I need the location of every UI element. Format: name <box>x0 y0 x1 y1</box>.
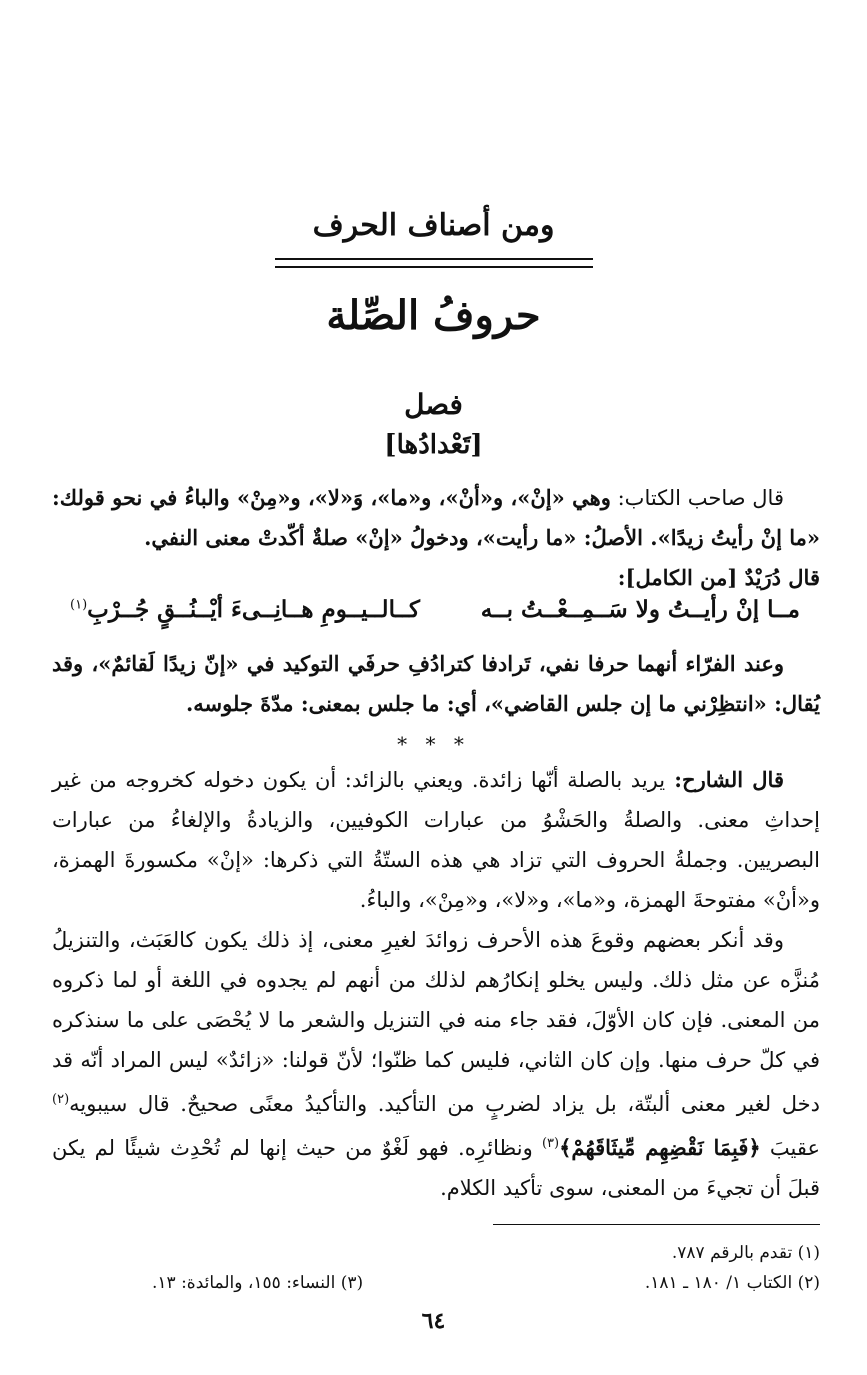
footnote-1: (١) تقدم بالرقم ٧٨٧. <box>671 1243 820 1263</box>
fasl-subheading: [تَعْدادُها] <box>384 430 483 460</box>
verse-hemistich-second <box>70 596 420 623</box>
page-number: ٦٤ <box>421 1308 446 1334</box>
footnote-row <box>52 1238 820 1268</box>
chapter-title: حروفُ الصِّلة <box>326 292 541 339</box>
sharh-text-1: يريد بالصلة أنّها زائدة. ويعني بالزائد: أن يكون دخوله كخروجه من غير إحداثِ معنى. والصلةُ والحَشْوُ من عبارات الكوفيين، والزيادةُ والإلغاءُ من عبارات البصريين. وجملةُ الحروف التي تزاد هي هذه الستّةُ التي ذكرها: «إنْ» مكسورةَ الهمزة، و«أنْ» مفتوحةَ الهمزة، و«ما»، و«لا»، و«مِنْ»، والباءُ. <box>52 768 820 912</box>
sharh-paragraph-1 <box>52 760 820 920</box>
matn-lead: قال صاحب الكتاب: <box>610 486 784 510</box>
matn-block <box>52 478 820 598</box>
poetry-verse <box>70 590 800 634</box>
fasl-heading: فصل <box>404 388 463 421</box>
footnote-separator-rule <box>493 1224 820 1225</box>
sharh-text-2c: ونظائرِه. فهو لَغْوٌ من حيث إنها لم تُحْدِث شيئًا لم يكن قبلَ أن تجيءَ من المعنى، سوى تأكيد الكلام. <box>52 1136 820 1200</box>
quran-quote: ﴿فَبِمَا نَقْضِهِم مِّيثَاقَهُمْ﴾ <box>559 1135 761 1160</box>
footnote-marker-1: (١) <box>70 597 88 613</box>
matn-text: وهي «إنْ»، و«أنْ»، و«ما»، وَ«لا»، و«مِنْ» والباءُ في نحو قولك: «ما إنْ رأيتُ زيدًا». الأصلُ: «ما رأيت»، ودخولُ «إنْ» صلةٌ أكّدتْ معنى النفي. <box>52 485 820 550</box>
footnote-2: (٢) الكتاب ١/ ١٨٠ ـ ١٨١. <box>644 1273 820 1293</box>
footnote-3: (٣) النساء: ١٥٥، والمائدة: ١٣. <box>152 1273 364 1293</box>
matn-after-verse-block <box>52 644 820 724</box>
verse-hemistich-first: مــا إنْ رأيــتُ ولا سَــمِــعْــتُ بــه <box>480 596 800 623</box>
footnotes <box>52 1238 820 1298</box>
sharh-text-2a: وقد أنكر بعضهم وقوعَ هذه الأحرف زوائدَ لغيرِ معنى، إذ ذلك يكون كالعَبَث، والتنزيلُ مُنزَّه عن مثل ذلك. وليس يخلو إنكارُهم لذلك من أنهم لم يجدوه في اللغة أو لما ذكروه من المعنى. فإن كان الأوّلَ، فقد جاء منه في التنزيل والشعر ما لا يُحْصَى على ما سنذكره في كلّ حرف منها. وإن كان الثاني، فليس كما ظنّوا؛ لأنّ قولنا: «زائدٌ» ليس المراد أنّه قد دخل لغير معنى ألبتّة، بل يزاد لضربٍ من التأكيد. والتأكيدُ معنًى صحيحٌ. قال سيبويه <box>52 928 820 1116</box>
verse-hemistich-second-text: كــالــيــومِ هــانِــىءَ أيْــنُــقٍ جُــرْبِ <box>87 596 421 623</box>
sharh-block <box>52 760 820 1208</box>
section-title: ومن أصناف الحرف <box>312 208 555 243</box>
sharh-lead: قال الشارح: <box>665 767 784 792</box>
poet-name: قال دُرَيْدٌ <box>737 565 820 590</box>
footnote-row <box>52 1268 820 1298</box>
section-separator: * * * <box>397 732 470 756</box>
footnote-marker-3: (٣) <box>541 1136 560 1151</box>
footnote-marker-2: (٢) <box>52 1092 70 1107</box>
title-double-rule <box>275 258 593 268</box>
matn-paragraph <box>52 478 820 558</box>
sharh-paragraph-2 <box>52 920 820 1208</box>
sharh-text-2b: عقيبَ <box>760 1136 821 1160</box>
meter-label: [من الكامل]: <box>617 565 738 590</box>
matn-after-verse: وعند الفرّاء أنهما حرفا نفي، تَرادفا كترادُفِ حرفَي التوكيد في «إنّ زيدًا لَقائمٌ»، وقد يُقال: «انتظِرْني ما إن جلس القاضي»، أي: ما جلس بمعنى: مدّةَ جلوسه. <box>52 651 820 716</box>
